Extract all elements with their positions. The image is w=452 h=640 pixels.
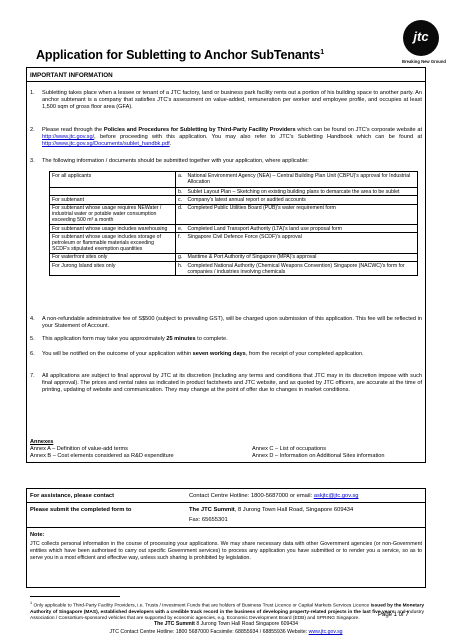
note-text: JTC collects personal information in the course of processing your applications. We may share necessary data with other Government agencies (or non-Government entities which have been authorised to carry out specific Government services) to process any application you have submitted or to render you a service, so as to serve you in a most efficient and effective way, unless such sharing is prohibited by legislation. bbox=[30, 541, 422, 561]
table-cell-letter: f. bbox=[176, 233, 186, 253]
item-number: 1. bbox=[30, 90, 35, 96]
table-cell-document: National Environment Agency (NEA) – Central Building Plan Unit (CBPU)'s approval for Industrial Allocation bbox=[186, 172, 418, 188]
table-cell-letter: b. bbox=[176, 188, 186, 196]
logo-mark: jtc bbox=[413, 29, 429, 44]
item-text bbox=[42, 351, 422, 358]
documents-table bbox=[49, 171, 418, 276]
table-cell-applicant: For subtenant whose usage includes warehousing bbox=[50, 225, 176, 233]
submit-label: Please submit the completed form to bbox=[30, 507, 132, 513]
table-cell-letter: g. bbox=[176, 253, 186, 261]
title-footnote-ref: 1 bbox=[320, 48, 324, 56]
item-number: 2. bbox=[30, 127, 35, 133]
item-text-part: Please read through the bbox=[42, 127, 104, 133]
annexes-heading: Annexes bbox=[30, 439, 54, 445]
contact-box bbox=[26, 488, 426, 588]
heading-divider bbox=[26, 81, 426, 82]
table-cell-letter: a. bbox=[176, 172, 186, 188]
table-cell-applicant: For subtenant whose usage includes storage of petroleum or flammable materials exceeding SCDF's stipulated exemption quantities bbox=[50, 233, 176, 253]
note-divider bbox=[26, 527, 426, 528]
annex-a-link[interactable]: Annex A – Definition of value-add terms bbox=[30, 446, 128, 452]
contact-divider bbox=[26, 502, 426, 503]
submit-building: The JTC Summit bbox=[189, 507, 235, 513]
assistance-label: For assistance, please contact bbox=[30, 493, 115, 499]
annex-d-link[interactable]: Annex D – Information on Additional Sites information bbox=[252, 453, 385, 459]
item-text: The following information / documents should be submitted together with your application, where applicable: bbox=[42, 158, 309, 164]
item-text: All applications are subject to final approval by JTC at its discretion (including any terms and conditions that JTC may in its discretion impose with such final approval). The prices and rental rates as indicated in product factsheets and JTC website, and as quoted by JTC officers, are accurate at the time of printing, updating of website and communication. They may change at the point of offer due to changes in market conditions. bbox=[42, 373, 422, 394]
footnote-marker: 1 bbox=[30, 601, 33, 605]
table-cell-letter: d. bbox=[176, 204, 186, 224]
item-text-part: to complete. bbox=[195, 336, 228, 342]
annex-b-link[interactable]: Annex B – Cost elements considered as R&D expenditure bbox=[30, 453, 174, 459]
title-text: Application for Subletting to Anchor SubTenants bbox=[36, 48, 321, 62]
table-cell-document: Completed National Authority (Chemical Weapons Convention) Singapore (NACWC)'s form for companies / industries involving chemicals bbox=[186, 262, 418, 276]
footer-contact-text: JTC Contact Centre Hotline: 1800 5687000 Facsimile: 68855934 / 68855936 Website: bbox=[109, 629, 309, 635]
logo-tagline: Breaking New Ground bbox=[402, 59, 446, 64]
table-cell-document: Completed Land Transport Authority (LTA)'s land use proposal form bbox=[186, 225, 418, 233]
table-row bbox=[50, 262, 418, 276]
item-number: 6. bbox=[30, 351, 35, 357]
item-text bbox=[42, 127, 422, 149]
footnote-text: Only applicable to Third-Party Facility Providers, i.e. Trusts / Investment Funds that are holders of Business Trust Licence or Capital Markets Services Licence bbox=[32, 603, 371, 609]
item-text: Subletting takes place when a lessee or tenant of a JTC factory, land or business park facility rents out a portion of his building space to another party. An anchor subtenant is a company that satisfies JTC's assessment on value-added, remuneration per worker and employee profile, and occupies at least 1,500 sqm of gross floor area (GFA). bbox=[42, 90, 422, 111]
jtc-website-link[interactable]: http://www.jtc.gov.sg/ bbox=[42, 134, 95, 141]
table-cell-document: Completed Public Utilities Board (PUB)'s water requirement form bbox=[186, 204, 418, 224]
notification-highlight: seven working days bbox=[192, 351, 246, 357]
table-cell-document: Company's latest annual report or audited accounts bbox=[186, 196, 418, 204]
table-cell-document: Sublet Layout Plan – Sketching on existing building plans to demarcate the area to be sublet bbox=[186, 188, 418, 196]
item-text: A non-refundable administrative fee of S$500 (subject to prevailing GST), will be charged upon submission of this application. This fee will be reflected in your Statement of Account. bbox=[42, 316, 422, 330]
table-cell-applicant: For waterfront sites only bbox=[50, 253, 176, 261]
table-cell-applicant: For subtenant bbox=[50, 196, 176, 204]
email-link[interactable]: askjtc@jtc.gov.sg bbox=[313, 493, 359, 499]
footer-contact bbox=[0, 629, 452, 635]
policy-title: Policies and Procedures for Subletting by Third-Party Facility Providers bbox=[103, 127, 296, 133]
table-row bbox=[50, 188, 418, 196]
item-text bbox=[42, 336, 422, 343]
footnote-bold: issued by the Monetary Authority of Singapore (MAS), established developers with a credible track record in the business of developing property-related projects in the last five years bbox=[30, 603, 425, 615]
table-cell-applicant: For Jurong Island sites only bbox=[50, 262, 176, 276]
footer-building: The JTC Summit bbox=[153, 621, 195, 627]
assistance-value bbox=[189, 493, 358, 499]
submit-address bbox=[189, 507, 353, 513]
table-cell-document: Maritime & Port Authority of Singapore (MPA)'s approval bbox=[186, 253, 418, 261]
submit-address-rest: , 8 Jurong Town Hall Road, Singapore 609434 bbox=[234, 507, 354, 513]
annex-c-link[interactable]: Annex C – List of occupations bbox=[252, 446, 327, 452]
note-heading: Note: bbox=[30, 532, 45, 538]
table-cell-document: Singapore Civil Defence Force (SCDF)'s approval bbox=[186, 233, 418, 253]
footnote bbox=[30, 600, 424, 622]
item-number: 7. bbox=[30, 373, 35, 379]
footer-address bbox=[0, 621, 452, 627]
item-number: 3. bbox=[30, 158, 35, 164]
duration-highlight: 25 minutes bbox=[166, 336, 196, 342]
item-text-part: , before proceeding with this application. You may also refer to JTC's Subletting Handbook which can be found at bbox=[94, 134, 422, 141]
footer-address-rest: 8 Jurong Town Hall Road Singapore 609434 bbox=[194, 621, 299, 627]
item-text-part: , from the receipt of your completed application. bbox=[245, 351, 364, 357]
table-cell-letter: c. bbox=[176, 196, 186, 204]
table-row bbox=[50, 204, 418, 224]
subletting-handbook-link[interactable]: http://www.jtc.gov.sg/Documents/sublet_handbk.pdf bbox=[42, 141, 170, 148]
item-text-part: which can be found on JTC's corporate website at bbox=[295, 127, 423, 133]
important-heading: IMPORTANT INFORMATION bbox=[30, 72, 113, 79]
item-text-part: You will be notified on the outcome of your application within bbox=[42, 351, 193, 357]
table-row bbox=[50, 233, 418, 253]
footnote-divider bbox=[30, 596, 120, 597]
table-cell-letter: h. bbox=[176, 262, 186, 276]
jtc-logo bbox=[400, 20, 446, 66]
table-cell-applicant bbox=[50, 188, 176, 196]
assistance-text: Contact Centre Hotline: 1800-5687000 or email: bbox=[189, 493, 314, 499]
footer-website-link[interactable]: www.jtc.gov.sg bbox=[308, 629, 343, 635]
fax-number: Fax: 65655301 bbox=[189, 517, 228, 523]
table-row bbox=[50, 172, 418, 188]
item-text-part: . bbox=[169, 141, 172, 148]
item-text-part: This application form may take you approximately bbox=[42, 336, 167, 342]
table-row bbox=[50, 225, 418, 233]
table-cell-applicant: For all applicants bbox=[50, 172, 176, 188]
table-row bbox=[50, 253, 418, 261]
table-cell-applicant: For subtenant whose usage requires NEWater / industrial water or potable water consumption exceeding 500 m³ a month bbox=[50, 204, 176, 224]
page-title bbox=[36, 48, 324, 62]
item-number: 4. bbox=[30, 316, 35, 322]
table-row bbox=[50, 196, 418, 204]
page-number: Page 1 of 7 bbox=[378, 612, 409, 618]
item-number: 5. bbox=[30, 336, 35, 342]
footnote-text: ; and Industry Association / Consortium-sponsored vehicles that are supported by economic agencies, e.g. Economic Development Board (EDB) and SPRING Singapore. bbox=[30, 609, 424, 621]
table-cell-letter: e. bbox=[176, 225, 186, 233]
